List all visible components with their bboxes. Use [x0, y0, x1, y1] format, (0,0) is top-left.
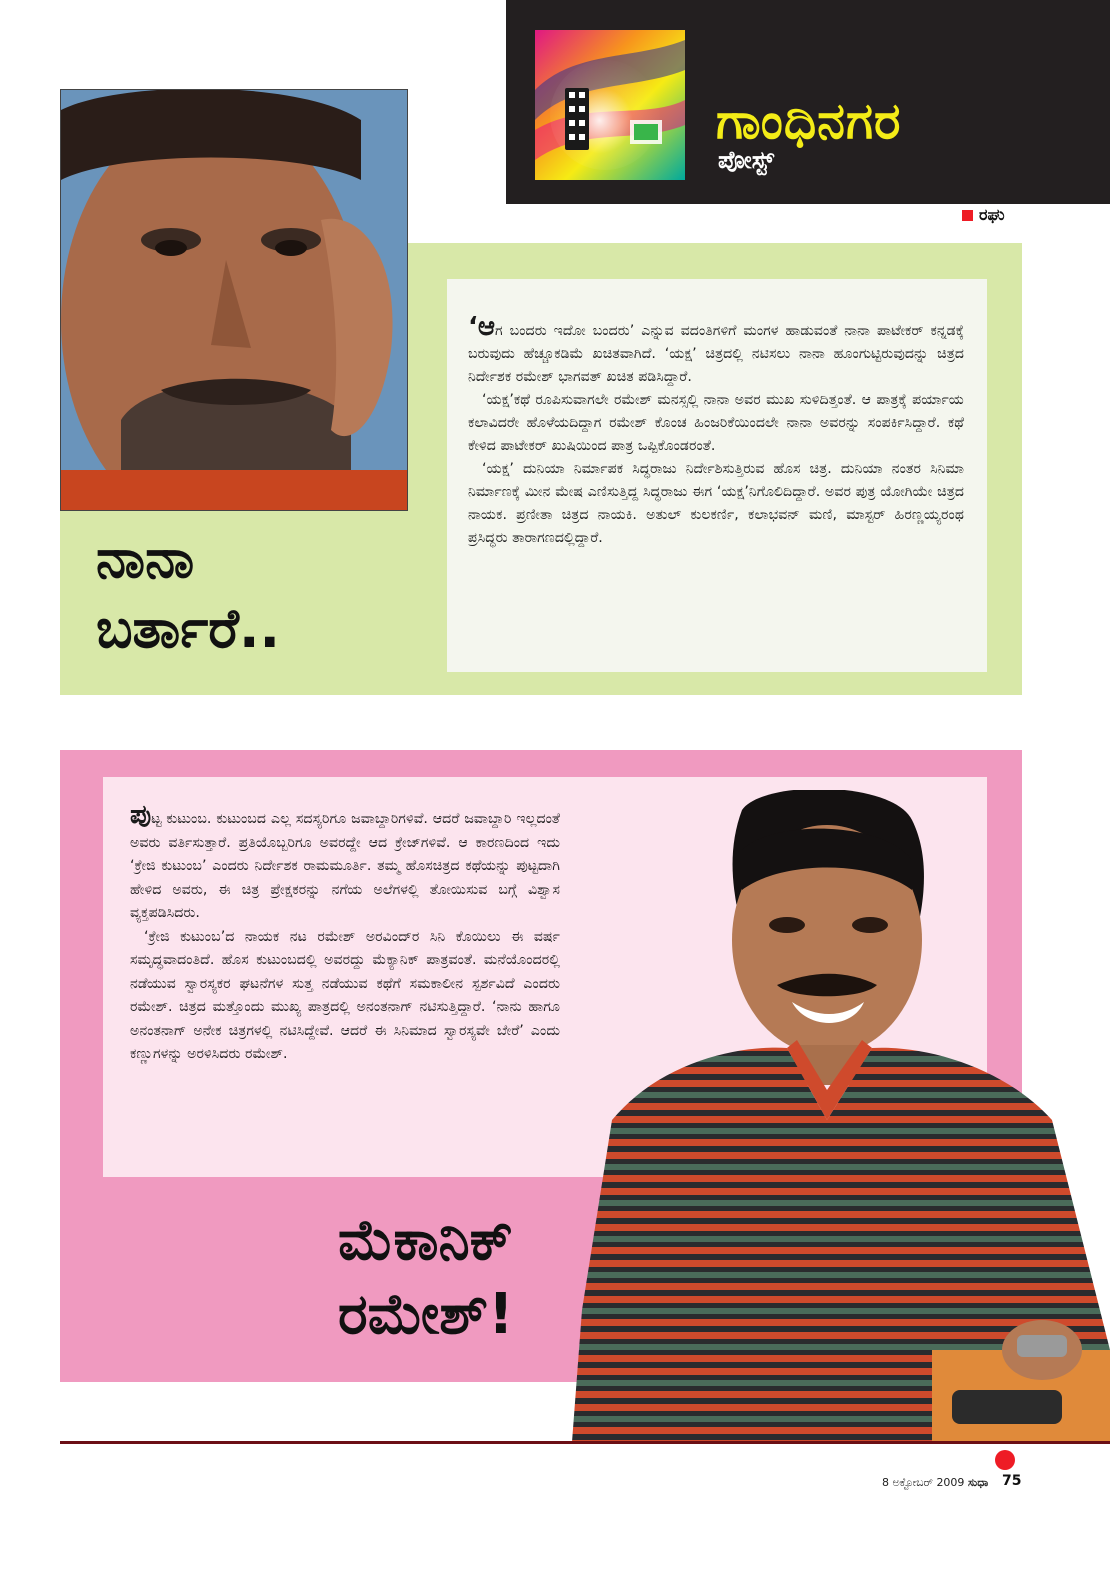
footer-dot-icon [995, 1450, 1015, 1470]
page-number: 75 [1002, 1473, 1022, 1489]
headline-line-1: ಮೆಕಾನಿಕ್ [338, 1208, 513, 1273]
article-2-dropcap: ಪು [130, 800, 152, 830]
headline-line-2: ಬರ್ತಾರೆ.. [96, 597, 280, 660]
actor-seated-photo [572, 790, 1110, 1442]
article-1-body [468, 312, 964, 550]
article-1-paragraph-2: ‘ಯಕ್ಷ’ಕಥೆ ರೂಪಿಸುವಾಗಲೇ ರಮೇಶ್ ಮನಸ್ಸಲ್ಲಿ ನಾನಾ ಅವರ ಮುಖ ಸುಳಿದಿತ್ತಂತೆ. ಆ ಪಾತ್ರಕ್ಕೆ ಪರ್ಯಾಯ ಕಲಾವಿದರೇ ಹೊಳೆಯದಿದ್ದಾಗ ರಮೇಶ್ ಕೊಂಚ ಹಿಂಜರಿಕೆಯಿಂದಲೇ ನಾನಾ ಅವರನ್ನು ಸಂಪರ್ಕಿಸಿದ್ದಾರೆ. ಕಥೆ ಕೇಳಿದ ಪಾಟೇಕರ್ ಖುಷಿಯಿಂದ ಪಾತ್ರ ಒಪ್ಪಿಕೊಂಡರಂತೆ. [468, 392, 964, 454]
film-reel-collage-icon [535, 30, 685, 180]
headline-line-1: ನಾನಾ [96, 527, 195, 590]
article-2-paragraph-1 [130, 800, 560, 926]
magazine-name: ಸುಧಾ [967, 1476, 989, 1489]
article-1-paragraph-1 [468, 312, 964, 389]
article-2-headline [338, 1204, 514, 1352]
section-title: ಗಾಂಧಿನಗರ [716, 92, 902, 150]
section-subtitle: ಪೋಸ್ಟ್ [718, 146, 774, 174]
footer-rule [60, 1441, 1110, 1444]
issue-date: 8 ಅಕ್ಟೋಬರ್ 2009 [882, 1476, 965, 1489]
article-1-dropcap: ‘ಆ [468, 312, 496, 342]
article-2-paragraph-2: ‘ಕ್ರೇಜಿ ಕುಟುಂಬ’ದ ನಾಯಕ ನಟ ರಮೇಶ್ ಅರವಿಂದ್‌ರ ಸಿನಿ ಕೊಯಿಲು ಈ ವರ್ಷ ಸಮೃದ್ಧವಾದಂತಿದೆ. ಹೊಸ ಕುಟುಂಬದಲ್ಲಿ ಅವರದ್ದು ಮೆಕ್ಯಾನಿಕ್ ಪಾತ್ರವಂತೆ. ಮನೆಯೊಂದರಲ್ಲಿ ನಡೆಯುವ ಸ್ವಾರಸ್ಯಕರ ಘಟನೆಗಳ ಸುತ್ತ ನಡೆಯುವ ಕಥೆಗೆ ಸಮಕಾಲೀನ ಸ್ಪರ್ಶವಿದೆ ಎಂದರು ರಮೇಶ್. ಚಿತ್ರದ ಮತ್ತೊಂದು ಮುಖ್ಯ ಪಾತ್ರದಲ್ಲಿ ಅನಂತನಾಗ್ ನಟಿಸುತ್ತಿದ್ದಾರೆ. ‘ನಾನು ಹಾಗೂ ಅನಂತನಾಗ್ ಅನೇಕ ಚಿತ್ರಗಳಲ್ಲಿ ನಟಿಸಿದ್ದೇವೆ. ಆದರೆ ಈ ಸಿನಿಮಾದ ಸ್ವಾರಸ್ಯವೇ ಬೇರೆ’ ಎಂದು ಕಣ್ಣುಗಳನ್ನು ಅರಳಿಸಿದರು ರಮೇಶ್. [130, 928, 560, 1062]
author-byline: ರಘು [979, 205, 1005, 224]
byline-bullet-icon [962, 210, 973, 221]
article-1-headline [96, 524, 280, 664]
actor-portrait-photo [60, 89, 408, 511]
article-2-body [130, 800, 560, 1067]
footer-issue-info [882, 1476, 988, 1490]
article-2-paragraph-1-text: ಟ್ಟ ಕುಟುಂಬ. ಕುಟುಂಬದ ಎಲ್ಲ ಸದಸ್ಯರಿಗೂ ಜವಾಬ್ದಾರಿಗಳಿವೆ. ಆದರೆ ಜವಾಬ್ದಾರಿ ಇಲ್ಲದಂತೆ ಅವರು ವರ್ತಿಸುತ್ತಾರೆ. ಪ್ರತಿಯೊಬ್ಬರಿಗೂ ಅವರದ್ದೇ ಆದ ಕ್ರೇಜ್‌ಗಳಿವೆ. ಆ ಕಾರಣದಿಂದ ಇದು ‘ಕ್ರೇಜಿ ಕುಟುಂಬ’ ಎಂದರು ನಿರ್ದೇಶಕ ರಾಮಮೂರ್ತಿ. ತಮ್ಮ ಹೊಸಚಿತ್ರದ ಕಥೆಯನ್ನು ಪುಟ್ಟದಾಗಿ ಹೇಳಿದ ಅವರು, ಈ ಚಿತ್ರ ಪ್ರೇಕ್ಷಕರನ್ನು ನಗೆಯ ಅಲೆಗಳಲ್ಲಿ ತೋಯಿಸುವ ಬಗ್ಗೆ ವಿಶ್ವಾಸ ವ್ಯಕ್ತಪಡಿಸಿದರು. [130, 811, 560, 921]
headline-line-2: ರಮೇಶ್! [338, 1282, 514, 1347]
article-1-paragraph-3: ‘ಯಕ್ಷ’ ದುನಿಯಾ ನಿರ್ಮಾಪಕ ಸಿದ್ಧರಾಜು ನಿರ್ದೇಶಿಸುತ್ತಿರುವ ಹೊಸ ಚಿತ್ರ. ದುನಿಯಾ ನಂತರ ಸಿನಿಮಾ ನಿರ್ಮಾಣಕ್ಕೆ ಮೀನ ಮೇಷ ಎಣಿಸುತ್ತಿದ್ದ ಸಿದ್ಧರಾಜು ಈಗ ‘ಯಕ್ಷ’ನಿಗೊಲಿದಿದ್ದಾರೆ. ಅವರ ಪುತ್ರ ಯೋಗಿಯೇ ಚಿತ್ರದ ನಾಯಕ. ಪ್ರಣೀತಾ ಚಿತ್ರದ ನಾಯಕಿ. ಅತುಲ್ ಕುಲಕರ್ಣಿ, ಕಲಾಭವನ್ ಮಣಿ, ಮಾಸ್ಟರ್ ಹಿರಣ್ಣಯ್ಯರಂಥ ಪ್ರಸಿದ್ಧರು ತಾರಾಗಣದಲ್ಲಿದ್ದಾರೆ. [468, 461, 964, 546]
article-1-paragraph-1-text: ಗ ಬಂದರು ಇದೋ ಬಂದರು’ ಎನ್ನುವ ವದಂತಿಗಳಿಗೆ ಮಂಗಳ ಹಾಡುವಂತೆ ನಾನಾ ಪಾಟೇಕರ್ ಕನ್ನಡಕ್ಕೆ ಬರುವುದು ಹೆಚ್ಚೂಕಡಿಮೆ ಖಚಿತವಾಗಿದೆ. ‘ಯಕ್ಷ’ ಚಿತ್ರದಲ್ಲಿ ನಟಿಸಲು ನಾನಾ ಹೂಂಗುಟ್ಟಿರುವುದನ್ನು ಚಿತ್ರದ ನಿರ್ದೇಶಕ ರಮೇಶ್ ಭಾಗವತ್ ಖಚಿತ ಪಡಿಸಿದ್ದಾರೆ. [468, 323, 964, 385]
